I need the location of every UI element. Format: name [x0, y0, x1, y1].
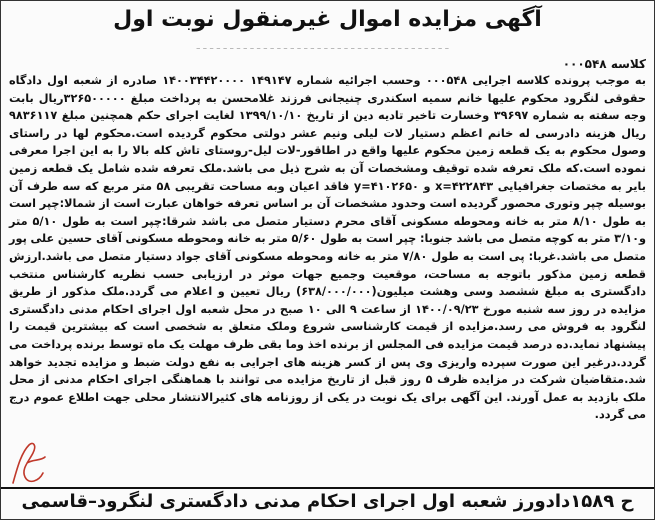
faded-subtitle-line: ـ ـ ـ ـ ـ ـ ـ ـ ـ ـ ـ ـ ـ ـ ـ ـ ـ ـ ـ ـ ـ ـ ـ ـ ـ ـ ـ ـ ـ ـ ـ ـ ـ ـ ـ ـ ـ ـ	[196, 39, 449, 52]
case-class-number: کلاسه ۰۰۰۵۴۸	[562, 57, 646, 71]
handwritten-signature	[7, 439, 51, 491]
footer-divider	[1, 487, 654, 489]
notice-title: آگهی مزایده اموال غیرمنقول نوبت اول	[113, 7, 542, 32]
notice-footer-signoff: ح ۱۵۸۹دادورز شعبه اول اجرای احکام مدنی دادگستری لنگرود–قاسمی	[21, 491, 634, 512]
notice-body: به موجب پرونده کلاسه اجرایی ۰۰۰۵۴۸ وحسب اجرائیه شماره ۱۴۹۱۴۷ ۱۴۰۰۳۴۴۲۰۰۰۰ صادره از شعبه اول دادگاه حقوقی لنگرود محکوم علیها خانم سمیه اسکندری چنیجانی فرزند غلامحسن به پرداخت مبلغ ۳۲۶۵۰۰۰۰۰ریال بابت وجه سفته به شماره ۳۹۶۹۷ وخسارت تاخیر تادیه دین از تاریخ ۱۳۹۹/۱۰/۱۰ لغایت اجرای حکم همچنین مبلغ ۹۸۳۶۱۱۷ ریال هزینه دادرسی له خانم اعظم دستیار لات لیلی ونیم عشر دولتی محکوم گردیده است.محکوم لها در راستای وصول محکوم به یک قطعه زمین محکوم علیها واقع در اطاقور-لات لیل-روستای تاش کله بالا را به این اجرا معرفی نموده است.که ملک تعرفه شده توقیف ومشخصات آن به شرح ذیل می باشد.ملک تعرفه شده شامل یک قطعه زمین بایر به مختصات جغرافیایی x=۴۲۲۸۴۳ و y=۴۱۰۲۶۵۰ فاقد اعیان وبه مساحت تقریبی ۵۸ متر مربع که سه طرف آن بوسیله چپر وتوری محصور گردیده است وحدود مشخصات آن بر اساس تعرفه خواهان عبارت است از شمالا:چپر است به طول ۸/۱۰ متر به خانه ومحوطه مسکونی آقای محرم دستیار متصل می باشد شرقا:چپر است به طول ۵/۱۰ متر و۳/۱۰ متر به کوچه متصل می باشد جنوبا: چپر است به طول ۵/۶۰ متر به خانه ومحوطه مسکونی آقای حسین علی پور متصل می باشد.غربا: پی است به طول ۷/۸۰ متر به خانه ومحوطه مسکونی آقای جواد دستیار متصل می باشد.ارزش قطعه زمین مذکور باتوجه به مساحت، موقعیت وجمیع جهات موثر در ارزیابی حسب نظریه کارشناس منتخب دادگستری به مبلغ ششصد وسی وهشت میلیون(۶۳۸/۰۰۰/۰۰۰) ریال تعیین و اعلام می گردد.ملک مذکور از طریق مزایده در روز سه شنبه مورخ ۱۴۰۰/۰۹/۲۳ از ساعت ۹ الی ۱۰ صبح در محل شعبه اول اجرای احکام مدنی دادگستری لنگرود به فروش می رسد.مزایده از قیمت کارشناسی شروع وملک متعلق به شخصی است که بیشترین قیمت را پیشنهاد نماید.ده درصد قیمت مزایده فی المجلس از برنده اخذ وما بقی ظرف مهلت یک ماه توسط برنده پرداخت می گردد.درغیر این صورت سپرده واریزی وی پس از کسر هزینه های اجرایی به نفع دولت ضبط و مزایده تجدید خواهد شد.متقاضیان شرکت در مزایده ظرف ۵ روز قبل از تاریخ مزایده می توانند با هماهنگی اجرای احکام مدنی از محل ملک بازدید به عمل آورند. این آگهی برای یک نوبت در یکی از روزنامه های کثیرالانتشار محلی جهت اطلاع عموم درج می گردد.	[9, 74, 647, 422]
